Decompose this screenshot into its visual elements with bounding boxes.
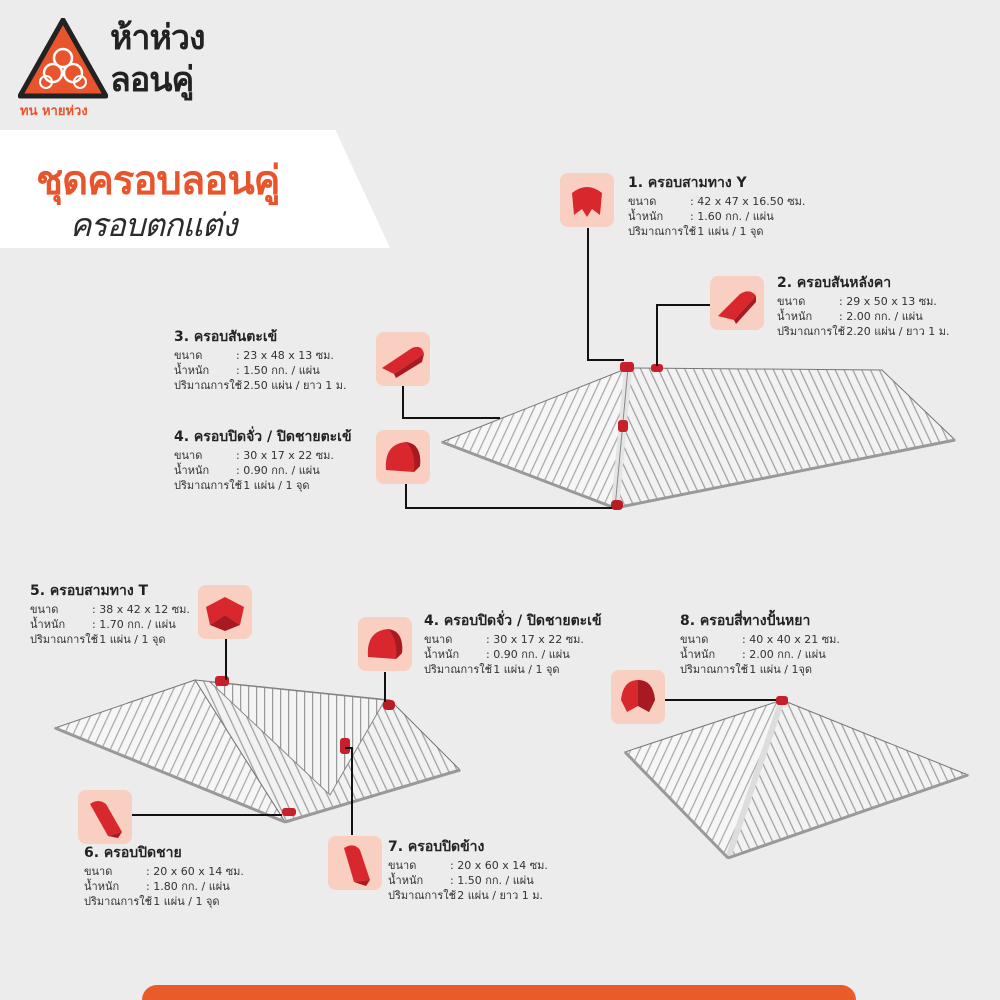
usage-value: : 1 แผ่น / 1 จุด xyxy=(486,663,560,676)
side-cover-tile-icon xyxy=(328,836,382,890)
size-label: ขนาด xyxy=(174,449,203,462)
gable-end-cap-icon xyxy=(376,430,430,484)
weight-value: : 1.60 กก. / แผ่น xyxy=(690,210,774,223)
size-value: : 20 x 60 x 14 ซม. xyxy=(450,859,548,872)
size-label: ขนาด xyxy=(777,295,806,308)
size-label: ขนาด xyxy=(30,603,59,616)
gable-end-cap-icon-2 xyxy=(358,617,412,671)
brand-name-line1: ห้าห่วง xyxy=(110,18,205,58)
size-value: : 29 x 50 x 13 ซม. xyxy=(839,295,937,308)
usage-value: : 1 แผ่น / 1 จุด xyxy=(92,633,166,646)
usage-label: ปริมาณการใช้ xyxy=(30,633,99,646)
size-value: : 42 x 47 x 16.50 ซม. xyxy=(690,195,806,208)
spec-item-4 xyxy=(174,430,352,493)
usage-label: ปริมาณการใช้ xyxy=(424,663,493,676)
weight-label: น้ำหนัก xyxy=(30,618,66,631)
weight-value: : 0.90 กก. / แผ่น xyxy=(236,464,320,477)
weight-label: น้ำหนัก xyxy=(174,364,210,377)
spec-item-5 xyxy=(30,584,190,647)
weight-label: น้ำหนัก xyxy=(174,464,210,477)
weight-value: : 2.00 กก. / แผ่น xyxy=(839,310,923,323)
page-title: ชุดครอบลอนคู่ xyxy=(36,158,280,204)
four-way-hip-tile-icon xyxy=(611,670,665,724)
usage-value: : 2.20 แผ่น / ยาว 1 ม. xyxy=(839,325,950,338)
spec-title: 6. ครอบปิดชาย xyxy=(84,845,182,861)
weight-label: น้ำหนัก xyxy=(84,880,120,893)
page-subtitle: ครอบตกแต่ง xyxy=(70,206,237,244)
usage-label: ปริมาณการใช้ xyxy=(174,479,243,492)
usage-value: : 2.50 แผ่น / ยาว 1 ม. xyxy=(236,379,347,392)
usage-label: ปริมาณการใช้ xyxy=(388,889,457,902)
spec-item-3 xyxy=(174,330,346,393)
bottom-accent-bar xyxy=(142,985,856,1000)
hip-roof-top xyxy=(442,362,955,510)
size-value: : 30 x 17 x 22 ซม. xyxy=(236,449,334,462)
y-ridge-tile-icon xyxy=(560,173,614,227)
spec-item-7 xyxy=(388,840,548,903)
usage-value: : 2 แผ่น / ยาว 1 ม. xyxy=(450,889,543,902)
ridge-tile-icon xyxy=(710,276,764,330)
spec-title: 8. ครอบสี่ทางปั้นหยา xyxy=(680,613,811,629)
spec-item-1 xyxy=(628,176,805,239)
weight-label: น้ำหนัก xyxy=(628,210,664,223)
size-label: ขนาด xyxy=(424,633,453,646)
spec-title: 1. ครอบสามทาง Y xyxy=(628,175,747,191)
weight-label: น้ำหนัก xyxy=(424,648,460,661)
spec-title: 2. ครอบสันหลังคา xyxy=(777,275,892,291)
size-label: ขนาด xyxy=(388,859,417,872)
weight-value: : 2.00 กก. / แผ่น xyxy=(742,648,826,661)
weight-value: : 1.70 กก. / แผ่น xyxy=(92,618,176,631)
spec-title: 5. ครอบสามทาง T xyxy=(30,583,149,599)
weight-value: : 0.90 กก. / แผ่น xyxy=(486,648,570,661)
size-value: : 40 x 40 x 21 ซม. xyxy=(742,633,840,646)
size-label: ขนาด xyxy=(680,633,709,646)
usage-value: : 1 แผ่น / 1 จุด xyxy=(146,895,220,908)
size-value: : 23 x 48 x 13 ซม. xyxy=(236,349,334,362)
spec-title: 7. ครอบปิดข้าง xyxy=(388,839,485,855)
size-value: : 30 x 17 x 22 ซม. xyxy=(486,633,584,646)
spec-title: 3. ครอบสันตะเข้ xyxy=(174,329,278,345)
size-label: ขนาด xyxy=(628,195,657,208)
spec-title: 4. ครอบปิดจั่ว / ปิดชายตะเข้ xyxy=(424,613,602,629)
spec-item-4b xyxy=(424,614,602,677)
usage-value: : 1 แผ่น / 1 จุด xyxy=(690,225,764,238)
weight-value: : 1.50 กก. / แผ่น xyxy=(236,364,320,377)
eave-end-tile-icon xyxy=(78,790,132,844)
size-value: : 38 x 42 x 12 ซม. xyxy=(92,603,190,616)
usage-label: ปริมาณการใช้ xyxy=(628,225,697,238)
spec-item-8 xyxy=(680,614,840,677)
spec-title: 4. ครอบปิดจั่ว / ปิดชายตะเข้ xyxy=(174,429,352,445)
size-label: ขนาด xyxy=(174,349,203,362)
weight-label: น้ำหนัก xyxy=(388,874,424,887)
spec-item-6 xyxy=(84,846,244,909)
weight-value: : 1.80 กก. / แผ่น xyxy=(146,880,230,893)
usage-value: : 1 แผ่น / 1 จุด xyxy=(236,479,310,492)
t-ridge-tile-icon xyxy=(198,585,252,639)
weight-label: น้ำหนัก xyxy=(777,310,813,323)
usage-label: ปริมาณการใช้ xyxy=(777,325,846,338)
brand-name-line2: ลอนคู่ xyxy=(110,60,194,100)
four-way-hip-roof xyxy=(625,696,968,858)
usage-label: ปริมาณการใช้ xyxy=(680,663,749,676)
size-value: : 20 x 60 x 14 ซม. xyxy=(146,865,244,878)
usage-label: ปริมาณการใช้ xyxy=(174,379,243,392)
usage-value: : 1 แผ่น / 1จุด xyxy=(742,663,813,676)
usage-label: ปริมาณการใช้ xyxy=(84,895,153,908)
size-label: ขนาด xyxy=(84,865,113,878)
weight-label: น้ำหนัก xyxy=(680,648,716,661)
hip-tile-icon xyxy=(376,332,430,386)
spec-item-2 xyxy=(777,276,949,339)
brand-tagline: ทน หายห่วง xyxy=(20,104,88,119)
weight-value: : 1.50 กก. / แผ่น xyxy=(450,874,534,887)
